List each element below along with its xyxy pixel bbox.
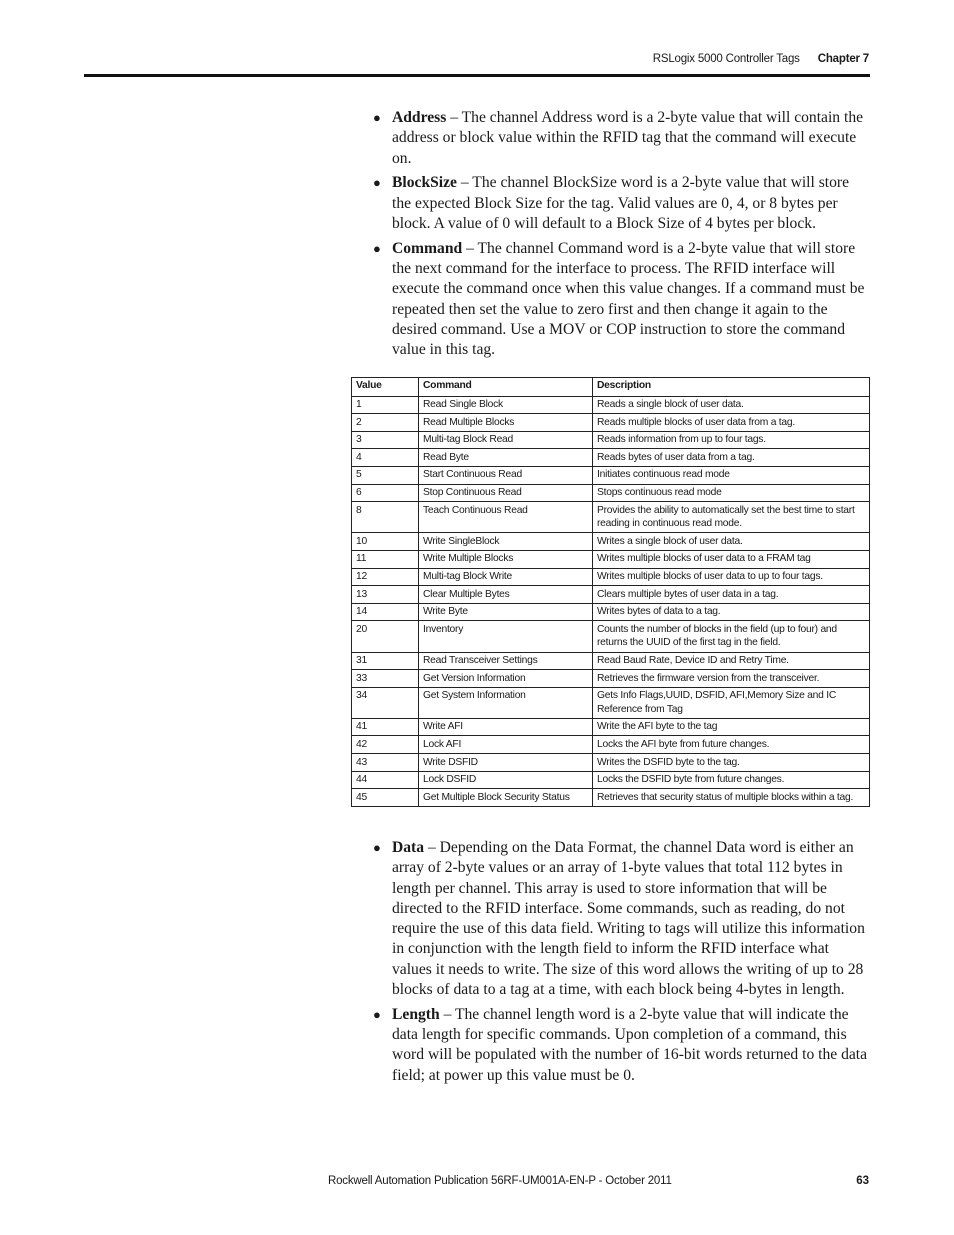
bullet-blocksize xyxy=(370,173,870,234)
cell-value: 5 xyxy=(352,466,419,484)
cell-description: Reads multiple blocks of user data from a tag. xyxy=(593,414,870,432)
bullet-dot: ● xyxy=(373,175,381,191)
cell-value: 10 xyxy=(352,533,419,551)
cell-command: Get Version Information xyxy=(419,670,593,688)
cell-value: 2 xyxy=(352,414,419,432)
bullet-term: Data xyxy=(392,839,425,856)
bullet-dot: ● xyxy=(373,110,381,125)
table-row xyxy=(352,466,870,484)
cell-command: Get System Information xyxy=(419,687,593,718)
footer-publication: Rockwell Automation Publication 56RF-UM001A-EN-P - October 2011 xyxy=(328,1175,672,1187)
cell-description: Clears multiple bytes of user data in a tag. xyxy=(593,586,870,604)
cell-description: Writes the DSFID byte to the tag. xyxy=(593,754,870,772)
table-row xyxy=(352,771,870,789)
cell-command: Clear Multiple Bytes xyxy=(419,586,593,604)
cell-description: Reads a single block of user data. xyxy=(593,396,870,414)
cell-command: Start Continuous Read xyxy=(419,466,593,484)
table-row xyxy=(352,414,870,432)
table-row xyxy=(352,718,870,736)
running-header xyxy=(653,53,869,65)
cell-value: 13 xyxy=(352,586,419,604)
bullet-term: Address xyxy=(392,109,447,126)
cell-value: 44 xyxy=(352,771,419,789)
cell-description: Provides the ability to automatically set the best time to start reading in continuous read mode. xyxy=(593,502,870,533)
cell-value: 41 xyxy=(352,718,419,736)
cell-command: Multi-tag Block Read xyxy=(419,431,593,449)
header-section-title: RSLogix 5000 Controller Tags xyxy=(652,53,800,65)
bullet-text: – Depending on the Data Format, the channel Data word is either an array of 2-byte values or an array of 1-byte values that total 112 bytes in length per channel. This array is used to store information that will be directed to the RFID interface. Some commands, such as reading, do not require the use of this data field. Writing to tags will utilize this information in conjunction with the length field to inform the RFID interface what values it needs to write. The size of this word allows the writing of up to 28 blocks of data to a tag at a time, with each block being 4-bytes in length. xyxy=(392,839,865,999)
cell-value: 45 xyxy=(352,789,419,807)
bullet-text: – The channel Address word is a 2-byte value that will contain the address or block value within the RFID tag that the command will execute on. xyxy=(392,109,864,167)
table-row xyxy=(352,431,870,449)
cell-description: Read Baud Rate, Device ID and Retry Time. xyxy=(593,652,870,670)
cell-description: Reads bytes of user data from a tag. xyxy=(593,449,870,467)
cell-command: Write Byte xyxy=(419,603,593,621)
table-row xyxy=(352,687,870,718)
cell-value: 4 xyxy=(352,449,419,467)
table-row xyxy=(352,789,870,807)
cell-value: 20 xyxy=(352,621,419,652)
cell-description: Retrieves that security status of multiple blocks within a tag. xyxy=(593,789,870,807)
cell-description: Gets Info Flags,UUID, DSFID, AFI,Memory Size and IC Reference from Tag xyxy=(593,687,870,718)
cell-value: 8 xyxy=(352,502,419,533)
cell-value: 33 xyxy=(352,670,419,688)
cell-value: 6 xyxy=(352,484,419,502)
cell-value: 34 xyxy=(352,687,419,718)
cell-description: Writes multiple blocks of user data to a FRAM tag xyxy=(593,550,870,568)
command-table xyxy=(351,377,870,807)
table-row xyxy=(352,652,870,670)
table-row xyxy=(352,550,870,568)
cell-command: Write DSFID xyxy=(419,754,593,772)
bullet-text: – The channel length word is a 2-byte value that will indicate the data length for specific commands. Upon completion of a command, this word will be populated with the number of 16-bit words returned to the data field; at power up this value must be 0. xyxy=(392,1005,868,1084)
bullet-text: – The channel Command word is a 2-byte value that will store the next command for the interface to process. The RFID interface will execute the command once when this value changes. If a command must be repeated then set the value to zero first and then change it again to the desired command. Use a MOV or COP instruction to store the command value in this tag. xyxy=(392,239,865,359)
cell-value: 1 xyxy=(352,396,419,414)
table-row xyxy=(352,736,870,754)
header-chapter: Chapter 7 xyxy=(817,53,869,65)
cell-description: Writes bytes of data to a tag. xyxy=(593,603,870,621)
cell-description: Locks the DSFID byte from future changes. xyxy=(593,771,870,789)
cell-command: Teach Continuous Read xyxy=(419,502,593,533)
bullet-term: BlockSize xyxy=(392,174,457,192)
cell-command: Inventory xyxy=(419,621,593,652)
table-row xyxy=(352,621,870,652)
cell-command: Lock AFI xyxy=(419,736,593,754)
cell-value: 14 xyxy=(352,603,419,621)
cell-value: 3 xyxy=(352,431,419,449)
cell-command: Read Transceiver Settings xyxy=(419,652,593,670)
cell-value: 43 xyxy=(352,754,419,772)
table-row xyxy=(352,484,870,502)
table-row xyxy=(352,754,870,772)
column-header-command: Command xyxy=(419,378,593,397)
cell-command: Read Multiple Blocks xyxy=(419,414,593,432)
bullet-dot: ● xyxy=(373,1006,381,1022)
table-row xyxy=(352,396,870,414)
bullet-text: – The channel BlockSize word is a 2-byte value that will store the expected Block Size for the tag. Valid values are 0, 4, or 8 bytes per block. A value of 0 will default to a Block Size of 4 bytes per block. xyxy=(392,174,850,232)
column-header-value: Value xyxy=(352,378,419,397)
header-rule xyxy=(84,74,870,77)
table-body xyxy=(352,396,870,806)
bullet-data xyxy=(370,838,870,1000)
bullet-command xyxy=(370,239,870,361)
cell-command: Stop Continuous Read xyxy=(419,484,593,502)
cell-description: Stops continuous read mode xyxy=(593,484,870,502)
cell-value: 11 xyxy=(352,550,419,568)
bullet-term: Length xyxy=(392,1005,440,1023)
cell-command: Multi-tag Block Write xyxy=(419,568,593,586)
table-header-row xyxy=(352,378,870,397)
bullet-term: Command xyxy=(392,239,463,257)
bullet-dot: ● xyxy=(373,840,381,855)
bullet-dot: ● xyxy=(373,240,381,256)
cell-value: 12 xyxy=(352,568,419,586)
cell-description: Write the AFI byte to the tag xyxy=(593,718,870,736)
page-number: 63 xyxy=(856,1175,869,1187)
cell-command: Read Single Block xyxy=(419,396,593,414)
cell-description: Reads information from up to four tags. xyxy=(593,431,870,449)
cell-command: Lock DSFID xyxy=(419,771,593,789)
cell-value: 42 xyxy=(352,736,419,754)
table-row xyxy=(352,586,870,604)
cell-command: Read Byte xyxy=(419,449,593,467)
table-row xyxy=(352,670,870,688)
table-row xyxy=(352,568,870,586)
cell-command: Write Multiple Blocks xyxy=(419,550,593,568)
column-header-description: Description xyxy=(593,378,870,397)
table-row xyxy=(352,449,870,467)
bullet-length xyxy=(370,1005,870,1086)
bullet-address xyxy=(370,108,870,169)
cell-description: Initiates continuous read mode xyxy=(593,466,870,484)
cell-description: Counts the number of blocks in the field (up to four) and returns the UUID of the first tag in the field. xyxy=(593,621,870,652)
cell-description: Writes a single block of user data. xyxy=(593,533,870,551)
table-row xyxy=(352,603,870,621)
bullet-list-top xyxy=(370,108,870,365)
cell-command: Write AFI xyxy=(419,718,593,736)
cell-description: Retrieves the firmware version from the transceiver. xyxy=(593,670,870,688)
bullet-list-bottom xyxy=(370,838,870,1091)
cell-value: 31 xyxy=(352,652,419,670)
table-row xyxy=(352,533,870,551)
cell-command: Write SingleBlock xyxy=(419,533,593,551)
cell-description: Locks the AFI byte from future changes. xyxy=(593,736,870,754)
table-row xyxy=(352,502,870,533)
cell-description: Writes multiple blocks of user data to up to four tags. xyxy=(593,568,870,586)
cell-command: Get Multiple Block Security Status xyxy=(419,789,593,807)
